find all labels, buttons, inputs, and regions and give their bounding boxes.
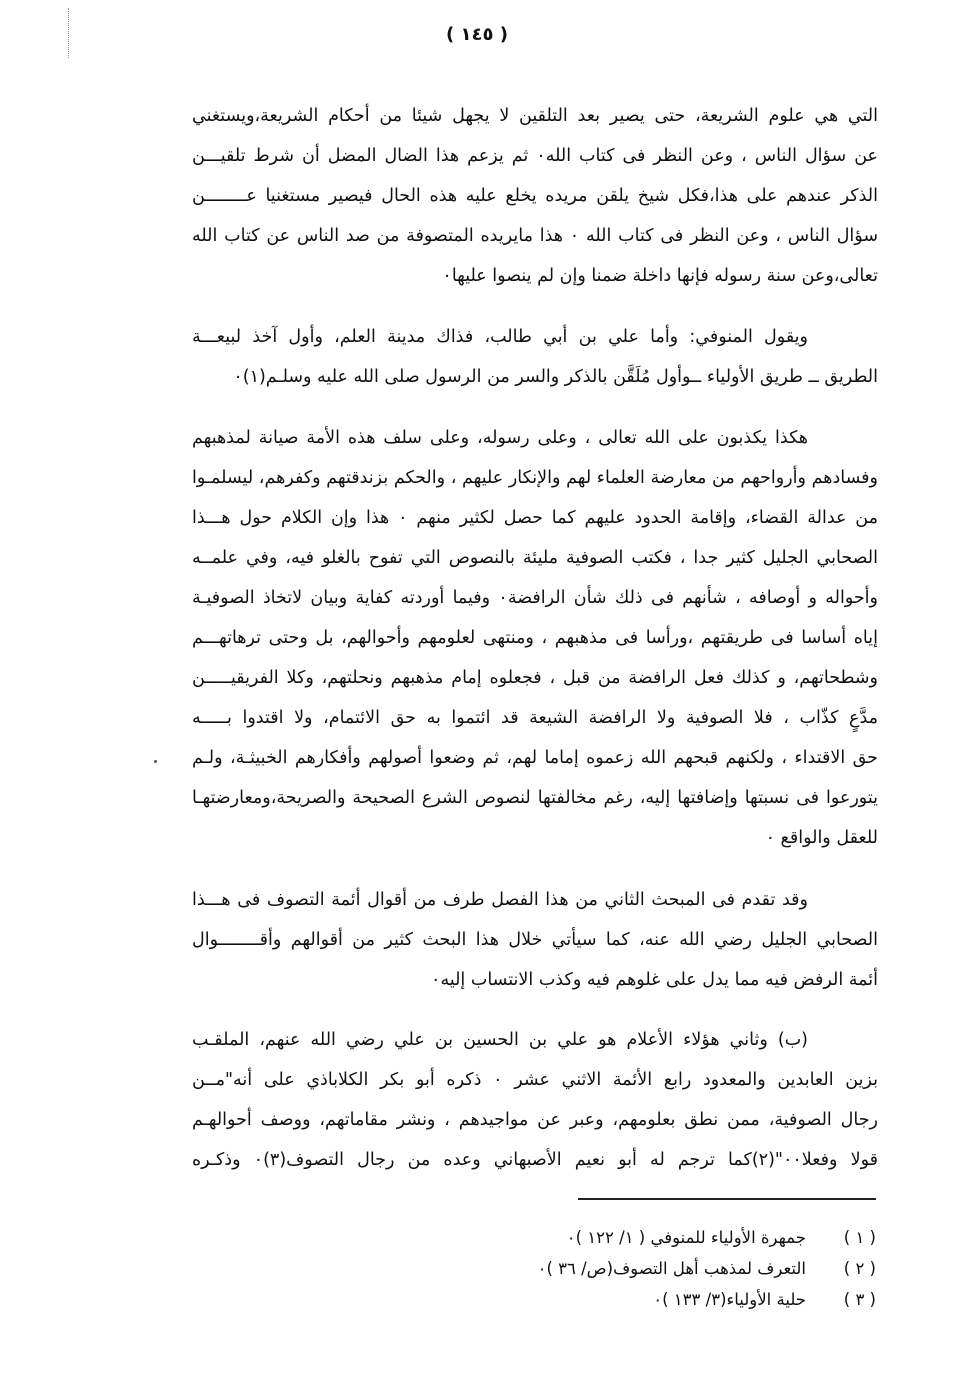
text-line: عن سؤال الناس ، وعن النظر فى كتاب الله٠ ثم يزعم هذا الضال المضل أن شرط تلقيـــن bbox=[192, 146, 878, 166]
footnote-item bbox=[500, 1222, 876, 1253]
text-line: الصحابي الجليل رضي الله عنه، كما سيأتي خلال هذا البحث كثير من أقوالهم وأقــــــــوال bbox=[192, 930, 878, 950]
text-line: قولا وفعلا٠٠"(٢)كما ترجم له أبو نعيم الأصبهاني وعده من رجال التصوف(٣)٠ وذكـره bbox=[192, 1150, 878, 1170]
margin-dot bbox=[154, 760, 157, 763]
text-line: الصحابي الجليل كثير جدا ، فكتب الصوفية مليئة بالنصوص التي تفوح بالغلو فيه، وفي علمــه bbox=[192, 548, 878, 568]
text-line: للعقل والواقع ٠ bbox=[765, 828, 878, 848]
text-line: وفسادهم وأرواحهم من معارضة العلماء لهم والإنكار عليهم ، والحكم بزندقتهم وكفرهم، ليسلمـوا bbox=[192, 468, 878, 488]
footnote-text: جمهرة الأولياء للمنوفي ( ١/ ١٢٢ )٠ bbox=[566, 1228, 806, 1247]
text-line: مدَّعٍ كذّاب ، فلا الصوفية ولا الرافضة الشيعة قد ائتموا به حق الائتمام، ولا اقتدوا بـــــه bbox=[192, 708, 878, 728]
text-line: الذكر عندهم على هذا،فكل شيخ يلقن مريده يخلع عليه هذه الحال فيصير مستغنيا عــــــــن bbox=[192, 186, 878, 206]
footnotes bbox=[500, 1222, 876, 1315]
text-line: وشطحاتهم، و كذلك فعل الرافضة من قبل ، فجعلوه إمام مذهبهم ونحلتهم، وكلا الفريقيـــــن bbox=[192, 668, 878, 688]
footnote-text: حلية الأولياء(٣/ ١٣٣ )٠ bbox=[653, 1290, 806, 1309]
text-line: من عدالة القضاء، وإقامة الحدود عليهم كما حصل لكثير منهم ٠ هذا وإن الكلام حول هـــذا bbox=[192, 508, 878, 528]
paragraph-5 bbox=[192, 1020, 878, 1180]
text-line: حق الاقتداء ، ولكنهم قبحهم الله زعموه إماما لهم، ثم وضعوا أصولهم وأفكارهم الخبيثـة، ولـم bbox=[192, 748, 878, 768]
text-line: يتورعوا فى نسبتها وإضافتها إليه، رغم مخالفتها لنصوص الشرع الصحيحة والصريحة،ومعارضتهـا bbox=[192, 788, 878, 808]
footnote-separator bbox=[578, 1198, 876, 1200]
text-line: وقد تقدم فى المبحث الثاني من هذا الفصل طرف من أقوال أئمة التصوف فى هـــذا bbox=[192, 890, 808, 910]
text-line: هكذا يكذبون على الله تعالى ، وعلى رسوله، وعلى سلف هذه الأمة صيانة لمذهبهم bbox=[192, 428, 808, 448]
footnote-item bbox=[500, 1284, 876, 1315]
text-line: إياه أساسا فى طريقتهم ،ورأسا فى مذهبهم ، ومنتهى لعلومهم وأحوالهم، بل وحتى ترهاتهـــم bbox=[192, 628, 878, 648]
footnote-number: ( ١ ) bbox=[843, 1228, 876, 1247]
footnote-number: ( ٢ ) bbox=[843, 1259, 876, 1278]
text-line: سؤال الناس ، وعن النظر فى كتاب الله ٠ هذا مايريده المتصوفة من صد الناس عن كتاب الله bbox=[192, 226, 878, 246]
text-line: (ب) وثاني هؤلاء الأعلام هو علي بن الحسين بن علي رضي الله عنهم، الملقـب bbox=[192, 1030, 808, 1050]
text-line: وأحواله و أوصافه ، شأنهم فى ذلك شأن الرافضة٠ وفيما أوردته كفاية وبيان لاتخاذ الصوفيـة bbox=[192, 588, 878, 608]
text-line: أئمة الرفض فيه مما يدل على غلوهم فيه وكذب الانتساب إليه٠ bbox=[431, 970, 878, 990]
text-line: ويقول المنوفي: وأما علي بن أبي طالب، فذاك مدينة العلم، وأول آخذ لبيعـــة bbox=[192, 327, 808, 347]
paragraph-1 bbox=[192, 96, 878, 296]
footnote-item bbox=[500, 1253, 876, 1284]
text-line: بزين العابدين والمعدود رابع الأئمة الاثني عشر ٠ ذكره أبو بكر الكلاباذي على أنه"مــن bbox=[192, 1070, 878, 1090]
footnote-number: ( ٣ ) bbox=[843, 1290, 876, 1309]
text-line: الطريق ــ طريق الأولياء ــوأول مُلَقَّن بالذكر والسر من الرسول صلى الله عليه وسلـم(١)٠ bbox=[233, 367, 878, 387]
page-number: ( ١٤٥ ) bbox=[446, 24, 508, 45]
margin-scan-artifact bbox=[68, 8, 70, 58]
text-line: رجال الصوفية، ممن نطق بعلومهم، وعبر عن مواجيدهم ، ونشر مقاماتهم، ووصف أحوالهـم bbox=[192, 1110, 878, 1130]
footnote-text: التعرف لمذهب أهل التصوف(ص/ ٣٦ )٠ bbox=[537, 1259, 806, 1278]
paragraph-4 bbox=[192, 880, 878, 1000]
text-line: التي هي علوم الشريعة، حتى يصير بعد التلقين لا يجهل شيئا من أحكام الشريعة،ويستغني bbox=[192, 106, 878, 126]
paragraph-3 bbox=[192, 418, 878, 858]
paragraph-2 bbox=[192, 317, 878, 397]
text-line: تعالى،وعن سنة رسوله فإنها داخلة ضمنا وإن لم ينصوا عليها٠ bbox=[442, 266, 878, 286]
